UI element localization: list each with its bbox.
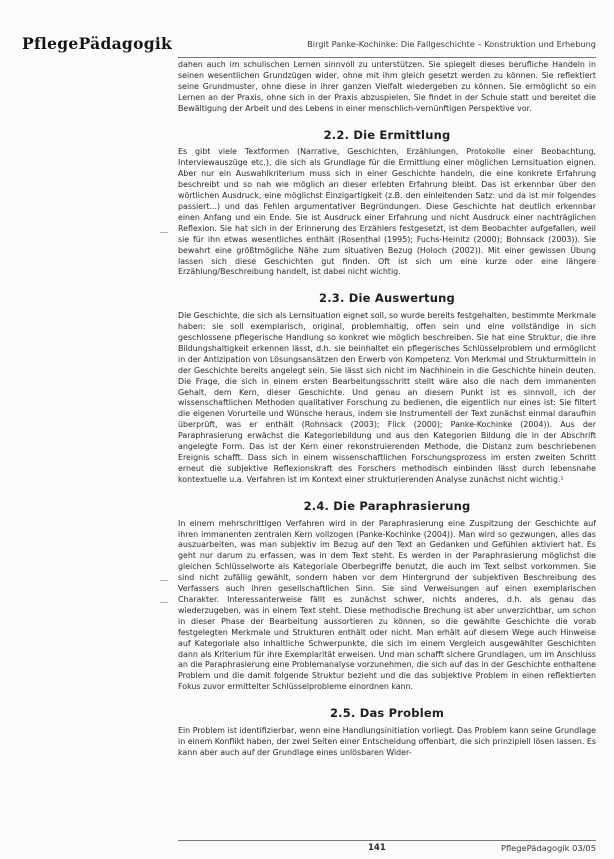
section-heading: 2.3. Die Auswertung (319, 291, 455, 306)
margin-mark (160, 580, 168, 581)
page-header (22, 34, 596, 54)
running-head: Birgit Panke-Kochinke: Die Fallgeschichte – Konstruktion und Erhebung (307, 39, 596, 49)
margin-mark (160, 232, 168, 233)
section-ermittlung (178, 127, 596, 279)
section-paragraph: Die Geschichte, die sich als Lernsituation eignet soll, so wurde bereits festgehalten, bestimmte Merkmale haben: sie soll exemplarisch, original, problemhaltig, offen sein und eine vollständige in sich geschlossene pflegerische Handlung so konkret wie möglich beschreiben. Sie hat eine Struktur, die ihre Bildungshaltigkeit erkennen lässt, d.h. sie beinhaltet ein pflegerisches Schlüsselproblem und ermöglicht in der Antizipation von Lösungsansätzen den Erwerb von Kompetenz. Von Merkmal und Strukturmitteln in der Geschichte bereits angelegt sein. Sie lässt sich nicht im Nachhinein in die Geschichte hinein deuten. Die Frage, die sich in einem ersten Bearbeitungsschritt stellt wäre also die nach dem immanenten Gehalt, dem Kern, dieser Geschichte. Und genau an diesem Punkt ist es sinnvoll, ich der wissenschaftlichen Methoden qualitativer Forschung zu bedienen, die eigentlich nur eines ist: Sie filtert die eigenen Vorurteile und Wünsche heraus, indem sie Instrumentell der Text zunächst einmal daraufhin überprüft, was er enthält (Rohnsack (2003); Flick (2000); Panke-Kochinke (2004)). Aus der Paraphrasierung erwächst die Kategoriebildung und aus den Kategorien Bildung die in der Abschrift angelegte Form. Das ist der Kern einer rekonstruierenden Methode, die Distanz zum beschriebenen Ereignis schafft. Dass sich in einem wissenschaftlichen Forschungsprozess im ersten zweiten Schritt erneut die subjektive Reflexionskraft des Forschers methodisch einbinden lässt durch lebensnahe kontextuelle u.a. Verfahren ist im Kontext einer strukturierenden Analyse zunächst nicht wichtig.¹ (178, 311, 596, 484)
page-number: 141 (368, 843, 386, 853)
section-problem (178, 708, 596, 759)
margin-mark (160, 602, 168, 603)
section-paragraph: Ein Problem ist identifizierbar, wenn eine Handlungsinitiation vorliegt. Das Problem kann seine Grundlage in einem Konflikt haben, der zwei Seiten einer Entscheidung offenbart, die sich prinzipiell lösen lassen. Es kann aber auch auf der Grundlage eines unlösbaren Wider- (178, 726, 596, 757)
article-column (178, 60, 596, 759)
section-auswertung (178, 293, 596, 485)
section-paraphrasierung (178, 498, 596, 693)
section-paragraph: In einem mehrschrittigen Verfahren wird in der Paraphrasierung eine Zuspitzung der Geschichte auf ihren immanenten zentralen Kern vollzogen (Panke-Kochinke (2004)). Man wird so gezwungen, alles das auszuarbeiten, was man subjektiv im Bezug auf den Text an Gedanken und Gefühlen aktiviert hat. Es geht nur darum zu erfassen, was in dem Text steht. Es werden in der Paraphrasierung möglichst die gleichen Schlüsselworte als Kategoriale Oberbegriffe benutzt, die auch im Text selbst vorkommen. Sie sind nicht zufällig gewählt, sondern haben vor dem Hintergrund der subjektiven Beschreibung des Verfassers auch ihren gesellschaftlichen Sinn. Sie sind Verweisungen auf einen exemplarischen Charakter. Interessanterweise fällt es zunächst schwer, nichts anderes, d.h. als genau das wiederzugeben, was in einem Text steht. Diese methodische Brechung ist aber unverzichtbar, um schon in dieser Phase der Bearbeitung aussortieren zu können, so die gewählte Geschichte die vorab festgelegten Merkmale und Strukturen enthält oder nicht. Man erhält auf diesem Wege auch Hinweise auf Kategoriale also inhaltliche Schwerpunkte, die sich im einem Vergleich ausgewählter Geschichten dann als Kriterium für ihre Exemplarität erweisen. Und man schafft sichere Grundlagen, um im Anschluss an die Paraphrasierung eine Problemanalyse vorzunehmen, die sich auf das in der Geschichte enthaltene Problem und die damit folgende Struktur bezieht und die das subjektive Problem in einen reflektierten Fokus zuvor ermittelter Schlüsselprobleme einordnen kann. (178, 518, 596, 692)
page-footer (178, 840, 596, 855)
section-paragraph: Es gibt viele Textformen (Narrative, Geschichten, Erzählungen, Protokolle einer Beobachtung, Interviewauszüge etc.), die sich als Grundlage für die Ermittlung einer möglichen Lernsituation eignen. Aber nur ein Auswahlkriterium muss sich in einer Geschichte handeln, die eine konkrete Erfahrung beschreibt und so nah wie möglich an dieser erlebten Erfahrung bleibt. Das ist erkennbar über den wörtlichen Ausdruck, eine möglichst Einzigartigkeit (z.B. den einleitenden Satz: und da ist mir folgendes passiert...) und das Fehlen argumentativer Begründungen. Diese Geschichte hat deutlich erkennbar einen Anfang und ein Ende. Sie ist Ausdruck einer Erfahrung und nicht Ausdruck einer nachträglichen Reflexion. Sie hat sich in der Erinnerung des Erzählers festgesetzt, ist dem Beobachter aufgefallen, weil sie für ihn etwas wesentliches enthält (Rosenthal (1995); Fuchs-Heinitz (2000); Bohnsack (2003)). Sie bewahrt eine größtmögliche Nähe zum situativen Bezug (Holoch (2002)). Mit einer gewissen Übung lassen sich diese Geschichten gut finden. Oft ist sich um eine kurze oder eine längere Erzählung/Beschreibung handelt, ist dabei nicht wichtig. (178, 147, 596, 277)
section-heading: 2.4. Die Paraphrasierung (303, 498, 471, 513)
issue-label: PflegePädagogik 03/05 (500, 843, 596, 853)
journal-title: PflegePädagogik (22, 34, 173, 53)
section-heading: 2.2. Die Ermittlung (323, 127, 451, 142)
intro-paragraph: dahen auch im schulischen Lernen sinnvoll zu unterstützen. Sie spiegelt dieses berufliche Handeln in seinen wesentlichen Grundzügen wider, ohne mit ihm gleich gesetzt werden zu können. Sie reflektiert seine Grundmuster, ohne diese in ihrer ganzen Vielfalt wiedergeben zu können. Sie ermöglicht so ein Lernen an der Praxis, ohne sich in der Praxis abzuspielen. Sie findet in der Schule statt und bereitet die Bewältigung der Arbeit und des Lebens in einer menschlich-vernünftigen Perspektive vor. (178, 60, 596, 113)
header-divider (178, 57, 596, 58)
section-heading: 2.5. Das Problem (329, 706, 445, 721)
